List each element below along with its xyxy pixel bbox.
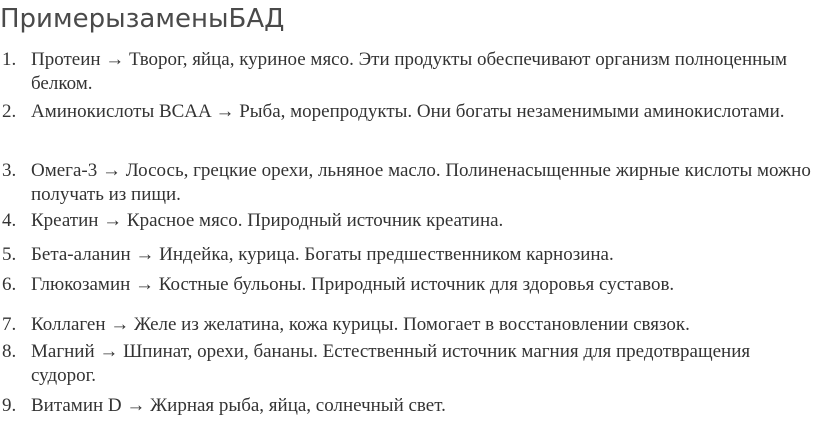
list-item-number: 7. (2, 314, 17, 335)
list-item-number: 2. (2, 101, 17, 122)
list-item-number: 4. (2, 210, 17, 231)
list-item-number: 3. (2, 160, 17, 181)
list-item-text: Креатин → Красное мясо. Природный источник креатина. (31, 210, 504, 231)
list-item-text: Протеин → Творог, яйца, куриное мясо. Эти продукты обеспечивают организм полноценным белком. (31, 49, 788, 94)
list-item-text: Витамин D → Жирная рыба, яйца, солнечный свет. (31, 395, 446, 416)
list-item-text: Бета-аланин → Индейка, курица. Богаты предшественником карнозина. (31, 244, 614, 265)
list-item-number: 5. (2, 244, 17, 265)
list-item-number: 1. (2, 49, 17, 70)
list-item-number: 9. (2, 395, 17, 416)
list-item-text: Магний → Шпинат, орехи, бананы. Естественный источник магния для предотвращения судорог. (31, 341, 751, 386)
list-item-number: 8. (2, 341, 17, 362)
list-item-number: 6. (2, 274, 17, 295)
list-item-text: Глюкозамин → Костные бульоны. Природный источник для здоровья суставов. (31, 274, 675, 295)
list-item-text: Омега-3 → Лосось, грецкие орехи, льняное масло. Полиненасыщенные жирные кислоты можно получать из пищи. (31, 160, 811, 205)
list-item-text: Коллаген → Желе из желатина, кожа курицы. Помогает в восстановлении связок. (31, 314, 690, 335)
page-title: ПримерызаменыБАД (0, 4, 285, 34)
list-item-text: Аминокислоты BCAA → Рыба, морепродукты. Они богаты незаменимыми аминокислотами. (31, 101, 785, 122)
